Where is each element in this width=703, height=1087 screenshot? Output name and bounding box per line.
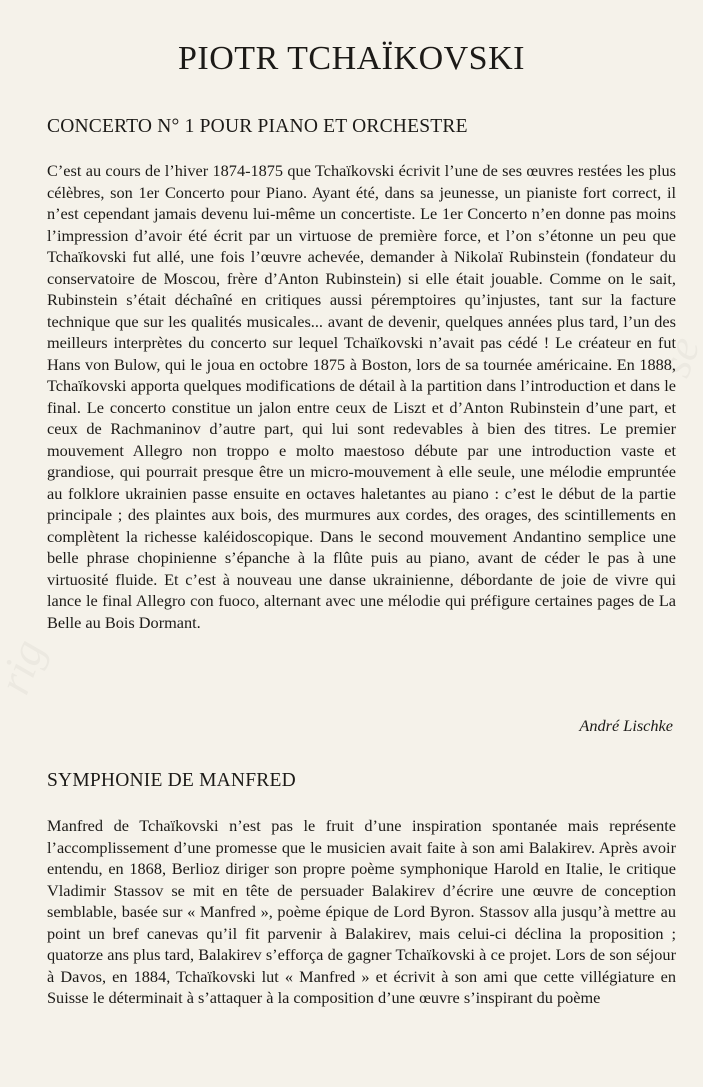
page-title: PIOTR TCHAÏKOVSKI — [178, 40, 525, 77]
section-body-manfred: Manfred de Tchaïkovski n’est pas le fruit d’une inspiration spontanée mais représente l’accomplissement d’une promesse que le musicien avait faite à son ami Balakirev. Après avoir entendu, en 1868, Berlioz diriger son propre poème symphonique Harold en Italie, le critique Vladimir Stassov se mit en tête de persuader Balakirev d’écrire une œuvre de conception semblable, basée sur « Manfred », poème épique de Lord Byron. Stassov alla jusqu’à mettre au point un bref canevas qu’il fit parvenir à Balakirev, mais celui-ci déclina la proposition ; quatorze ans plus tard, Balakirev s’efforça de gagner Tchaïkovski à ce projet. Lors de son séjour à Davos, en 1884, Tchaïkovski lut « Manfred » et écrivit à son ami que cette villégiature en Suisse le déterminait à s’attaquer à la composition d’une œuvre s’inspirant du poème — [47, 816, 676, 1007]
author-signature: André Lischke — [579, 716, 673, 735]
section-body-concerto: C’est au cours de l’hiver 1874-1875 que Tchaïkovski écrivit l’une de ses œuvres restées les plus célèbres, son 1er Concerto pour Piano. Ayant été, dans sa jeunesse, un pianiste fort correct, il n’est cependant jamais devenu lui-même un concertiste. Le 1er Concerto n’en donne pas moins l’impression d’avoir été écrit par un virtuose de première force, et l’on s’étonne un peu que Tchaïkovski fut allé, une fois l’œuvre achevée, demander à Nikolaï Rubinstein (fondateur du conservatoire de Moscou, frère d’Anton Rubinstein) si elle était jouable. Comme on le sait, Rubinstein s’était déchaîné en critiques aussi péremptoires qu’injustes, tant sur la facture technique que sur les qualités musicales... avant de devenir, quelques années plus tard, l’un des meilleurs interprètes du concerto sur lequel Tchaïkovski n’avait pas cédé ! Le créateur en fut Hans von Bulow, qui le joua en octobre 1875 à Boston, lors de sa tournée américaine. En 1888, Tchaïkovski apporta quelques modifications de détail à la partition dans l’introduction et dans le final. Le concerto constitue un jalon entre ceux de Liszt et d’Anton Rubinstein d’une part, et ceux de Rachmaninov d’autre part, qui lui sont redevables à bien des titres. Le premier mouvement Allegro non troppo e molto maestoso débute par une introduction vaste et grandiose, qui pourrait presque être un micro-mouvement à elle seule, une mélodie empruntée au folklore ukrainien passe ensuite en octaves haletantes au piano : c’est le début de la partie principale ; des plaintes aux bois, des murmures aux cordes, des orages, des scintillements en complètent la richesse kaléidoscopique. Dans le second mouvement Andantino semplice une belle phrase chopinienne s’épanche à la flûte puis au piano, avant de céder le pas à une virtuosité fluide. Et c’est à nouveau une danse ukrainienne, débordante de joie de vivre qui lance le final Allegro con fuoco, alternant avec une mélodie qui préfigure certaines pages de La Belle au Bois Dormant. — [47, 161, 676, 632]
watermark — [0, 632, 55, 701]
section-heading-manfred: SYMPHONIE DE MANFRED — [47, 770, 296, 791]
section-heading-concerto: CONCERTO N° 1 POUR PIANO ET ORCHESTRE — [47, 116, 468, 137]
